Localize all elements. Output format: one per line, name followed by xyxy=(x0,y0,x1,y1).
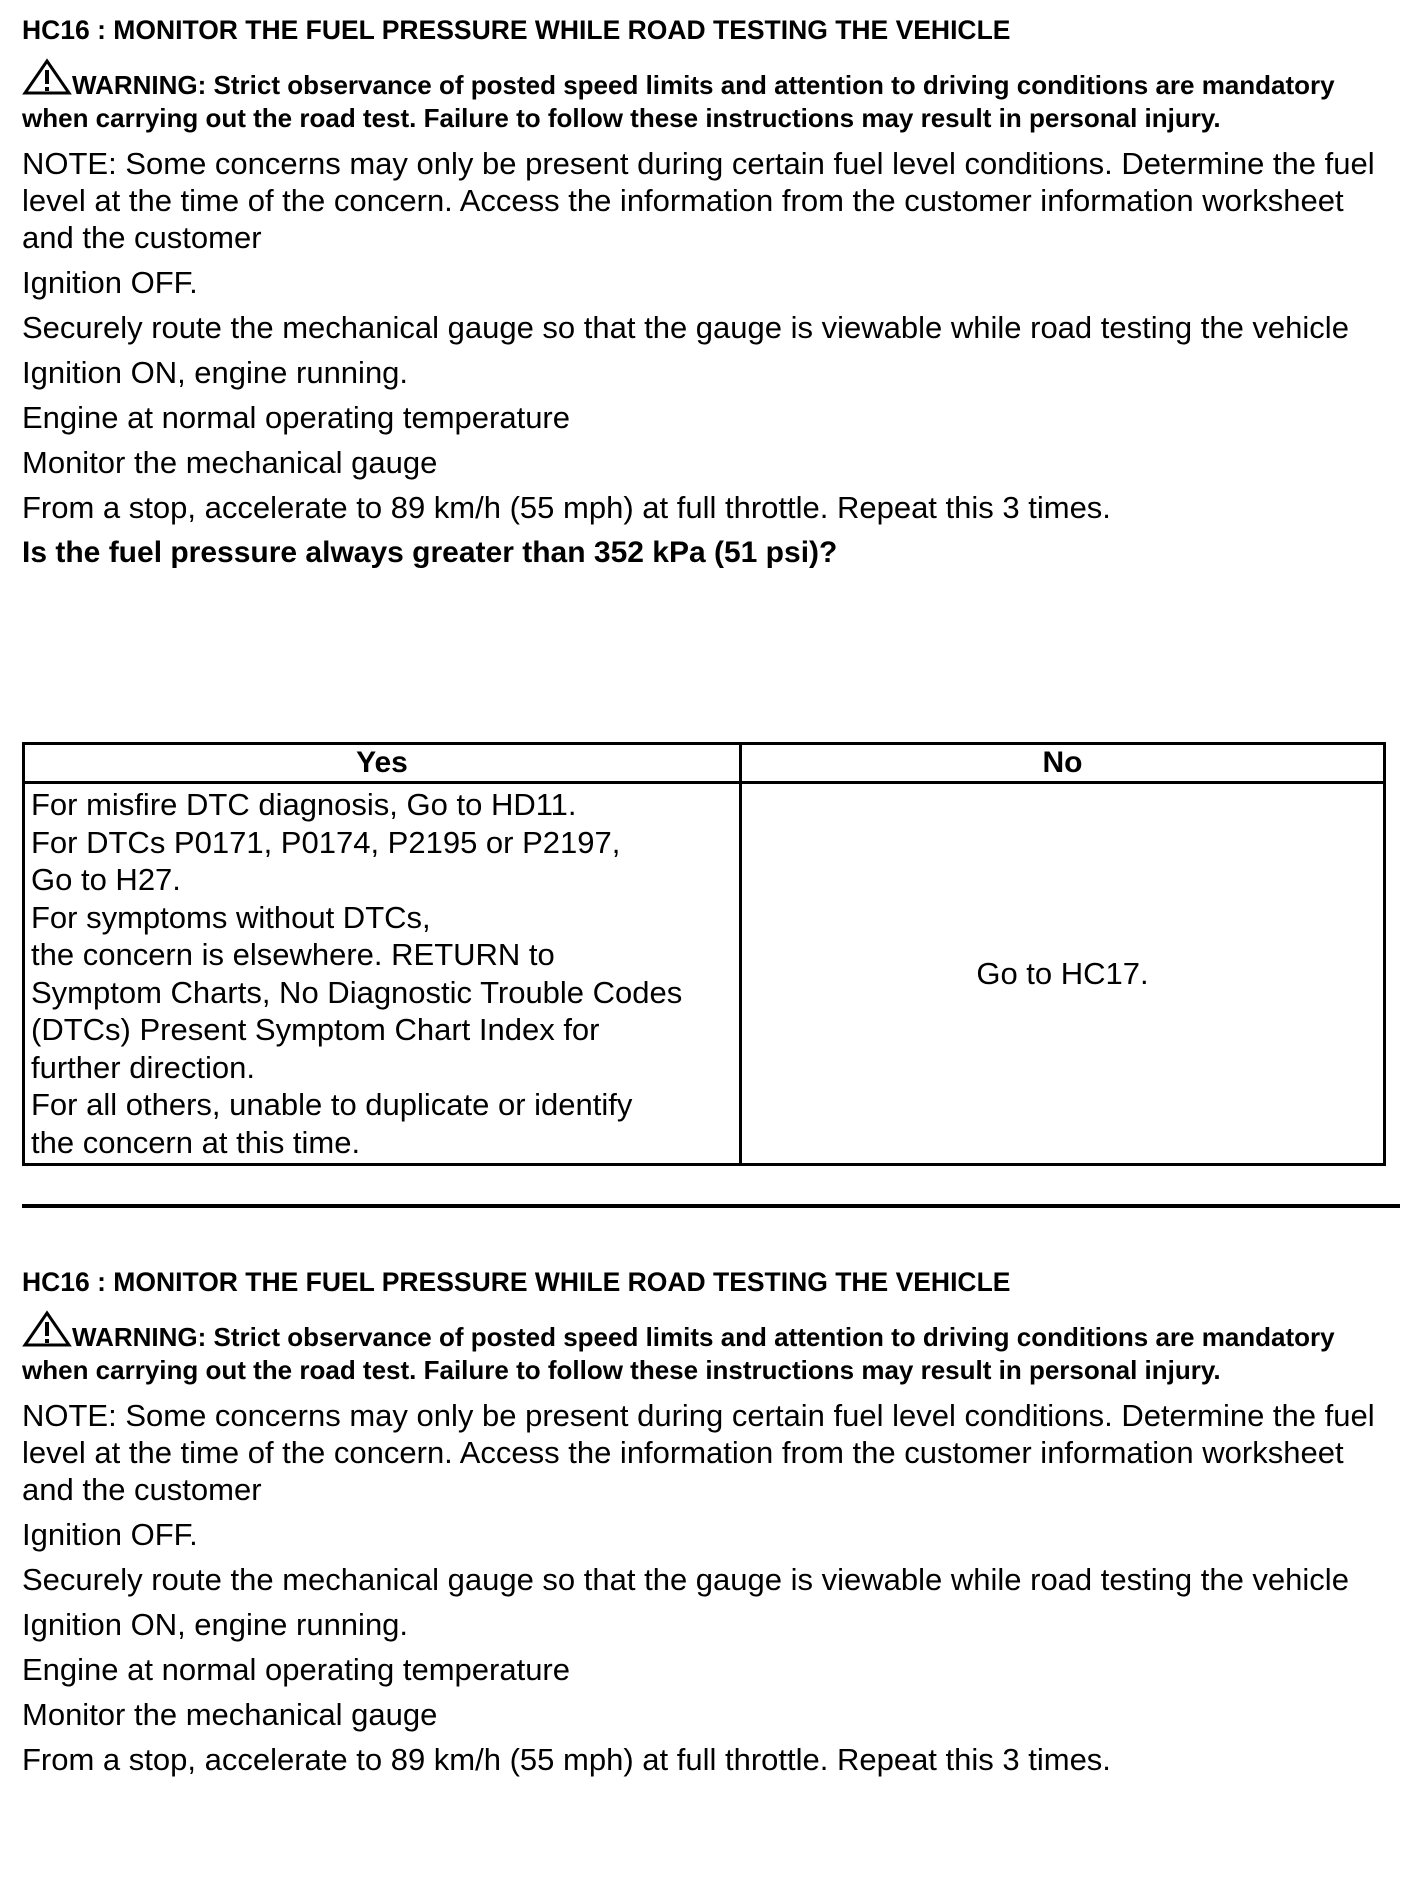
procedure-section-top xyxy=(22,14,1402,571)
yes-line: For all others, unable to duplicate or identify xyxy=(31,1087,633,1122)
yes-line: For symptoms without DTCs, xyxy=(31,899,431,935)
yes-line: Go to H27. xyxy=(31,862,181,897)
warning-block xyxy=(22,58,1392,135)
table-header-row xyxy=(24,744,1385,783)
note-paragraph: NOTE: Some concerns may only be present during certain fuel level conditions. Determine the fuel level at the time of the concern. Access the information from the customer information worksheet and the customer xyxy=(22,146,1375,255)
warning-triangle-icon xyxy=(22,58,72,96)
warning-text: : Strict observance of posted speed limits and attention to driving conditions are mandatory when carrying out the road test. Failure to follow these instructions may result in personal injury. xyxy=(22,70,1335,133)
warning-text: : Strict observance of posted speed limits and attention to driving conditions are mandatory when carrying out the road test. Failure to follow these instructions may result in personal injury. xyxy=(22,1322,1335,1385)
test-question: Is the fuel pressure always greater than 352 kPa (51 psi)? xyxy=(22,536,838,569)
yes-line: (DTCs) Present Symptom Chart Index for xyxy=(31,1012,600,1047)
yes-line: the concern at this time. xyxy=(31,1124,361,1160)
no-header: No xyxy=(741,744,1385,783)
yes-line: the concern is elsewhere. RETURN to xyxy=(31,937,555,972)
step-monitor-gauge: Monitor the mechanical gauge xyxy=(22,1697,438,1732)
step-monitor-gauge: Monitor the mechanical gauge xyxy=(22,445,438,480)
step-accelerate: From a stop, accelerate to 89 km/h (55 mph) at full throttle. Repeat this 3 times. xyxy=(22,490,1111,525)
step-accelerate: From a stop, accelerate to 89 km/h (55 mph) at full throttle. Repeat this 3 times. xyxy=(22,1742,1111,1777)
step-ignition-on: Ignition ON, engine running. xyxy=(22,355,409,390)
yes-line: For DTCs P0171, P0174, P2195 or P2197, xyxy=(31,824,621,860)
step-ignition-off: Ignition OFF. xyxy=(22,265,198,300)
warning-label: WARNING xyxy=(72,1322,198,1352)
section-heading: HC16 : MONITOR THE FUEL PRESSURE WHILE ROAD TESTING THE VEHICLE xyxy=(22,15,1011,45)
section-heading: HC16 : MONITOR THE FUEL PRESSURE WHILE ROAD TESTING THE VEHICLE xyxy=(22,1267,1011,1297)
section-divider xyxy=(22,1204,1400,1208)
yes-cell xyxy=(24,783,741,1165)
warning-block xyxy=(22,1310,1392,1387)
step-engine-temp: Engine at normal operating temperature xyxy=(22,400,570,435)
step-ignition-off: Ignition OFF. xyxy=(22,1517,198,1552)
step-ignition-on: Ignition ON, engine running. xyxy=(22,1607,409,1642)
yes-line: For misfire DTC diagnosis, Go to HD11. xyxy=(31,787,577,822)
step-route-gauge: Securely route the mechanical gauge so that the gauge is viewable while road testing the vehicle xyxy=(22,310,1349,345)
yes-line: Symptom Charts, No Diagnostic Trouble Codes xyxy=(31,974,683,1010)
step-engine-temp: Engine at normal operating temperature xyxy=(22,1652,570,1687)
table-row xyxy=(24,783,1385,1165)
procedure-section-bottom xyxy=(22,1266,1402,1778)
yes-line: further direction. xyxy=(31,1049,255,1085)
warning-label: WARNING xyxy=(72,70,198,100)
note-paragraph: NOTE: Some concerns may only be present during certain fuel level conditions. Determine the fuel level at the time of the concern. Access the information from the customer information worksheet and the customer xyxy=(22,1398,1375,1507)
yes-header: Yes xyxy=(24,744,741,783)
no-cell: Go to HC17. xyxy=(741,783,1385,1165)
yes-no-table xyxy=(22,742,1386,1166)
step-route-gauge: Securely route the mechanical gauge so that the gauge is viewable while road testing the vehicle xyxy=(22,1562,1349,1597)
warning-triangle-icon xyxy=(22,1310,72,1348)
